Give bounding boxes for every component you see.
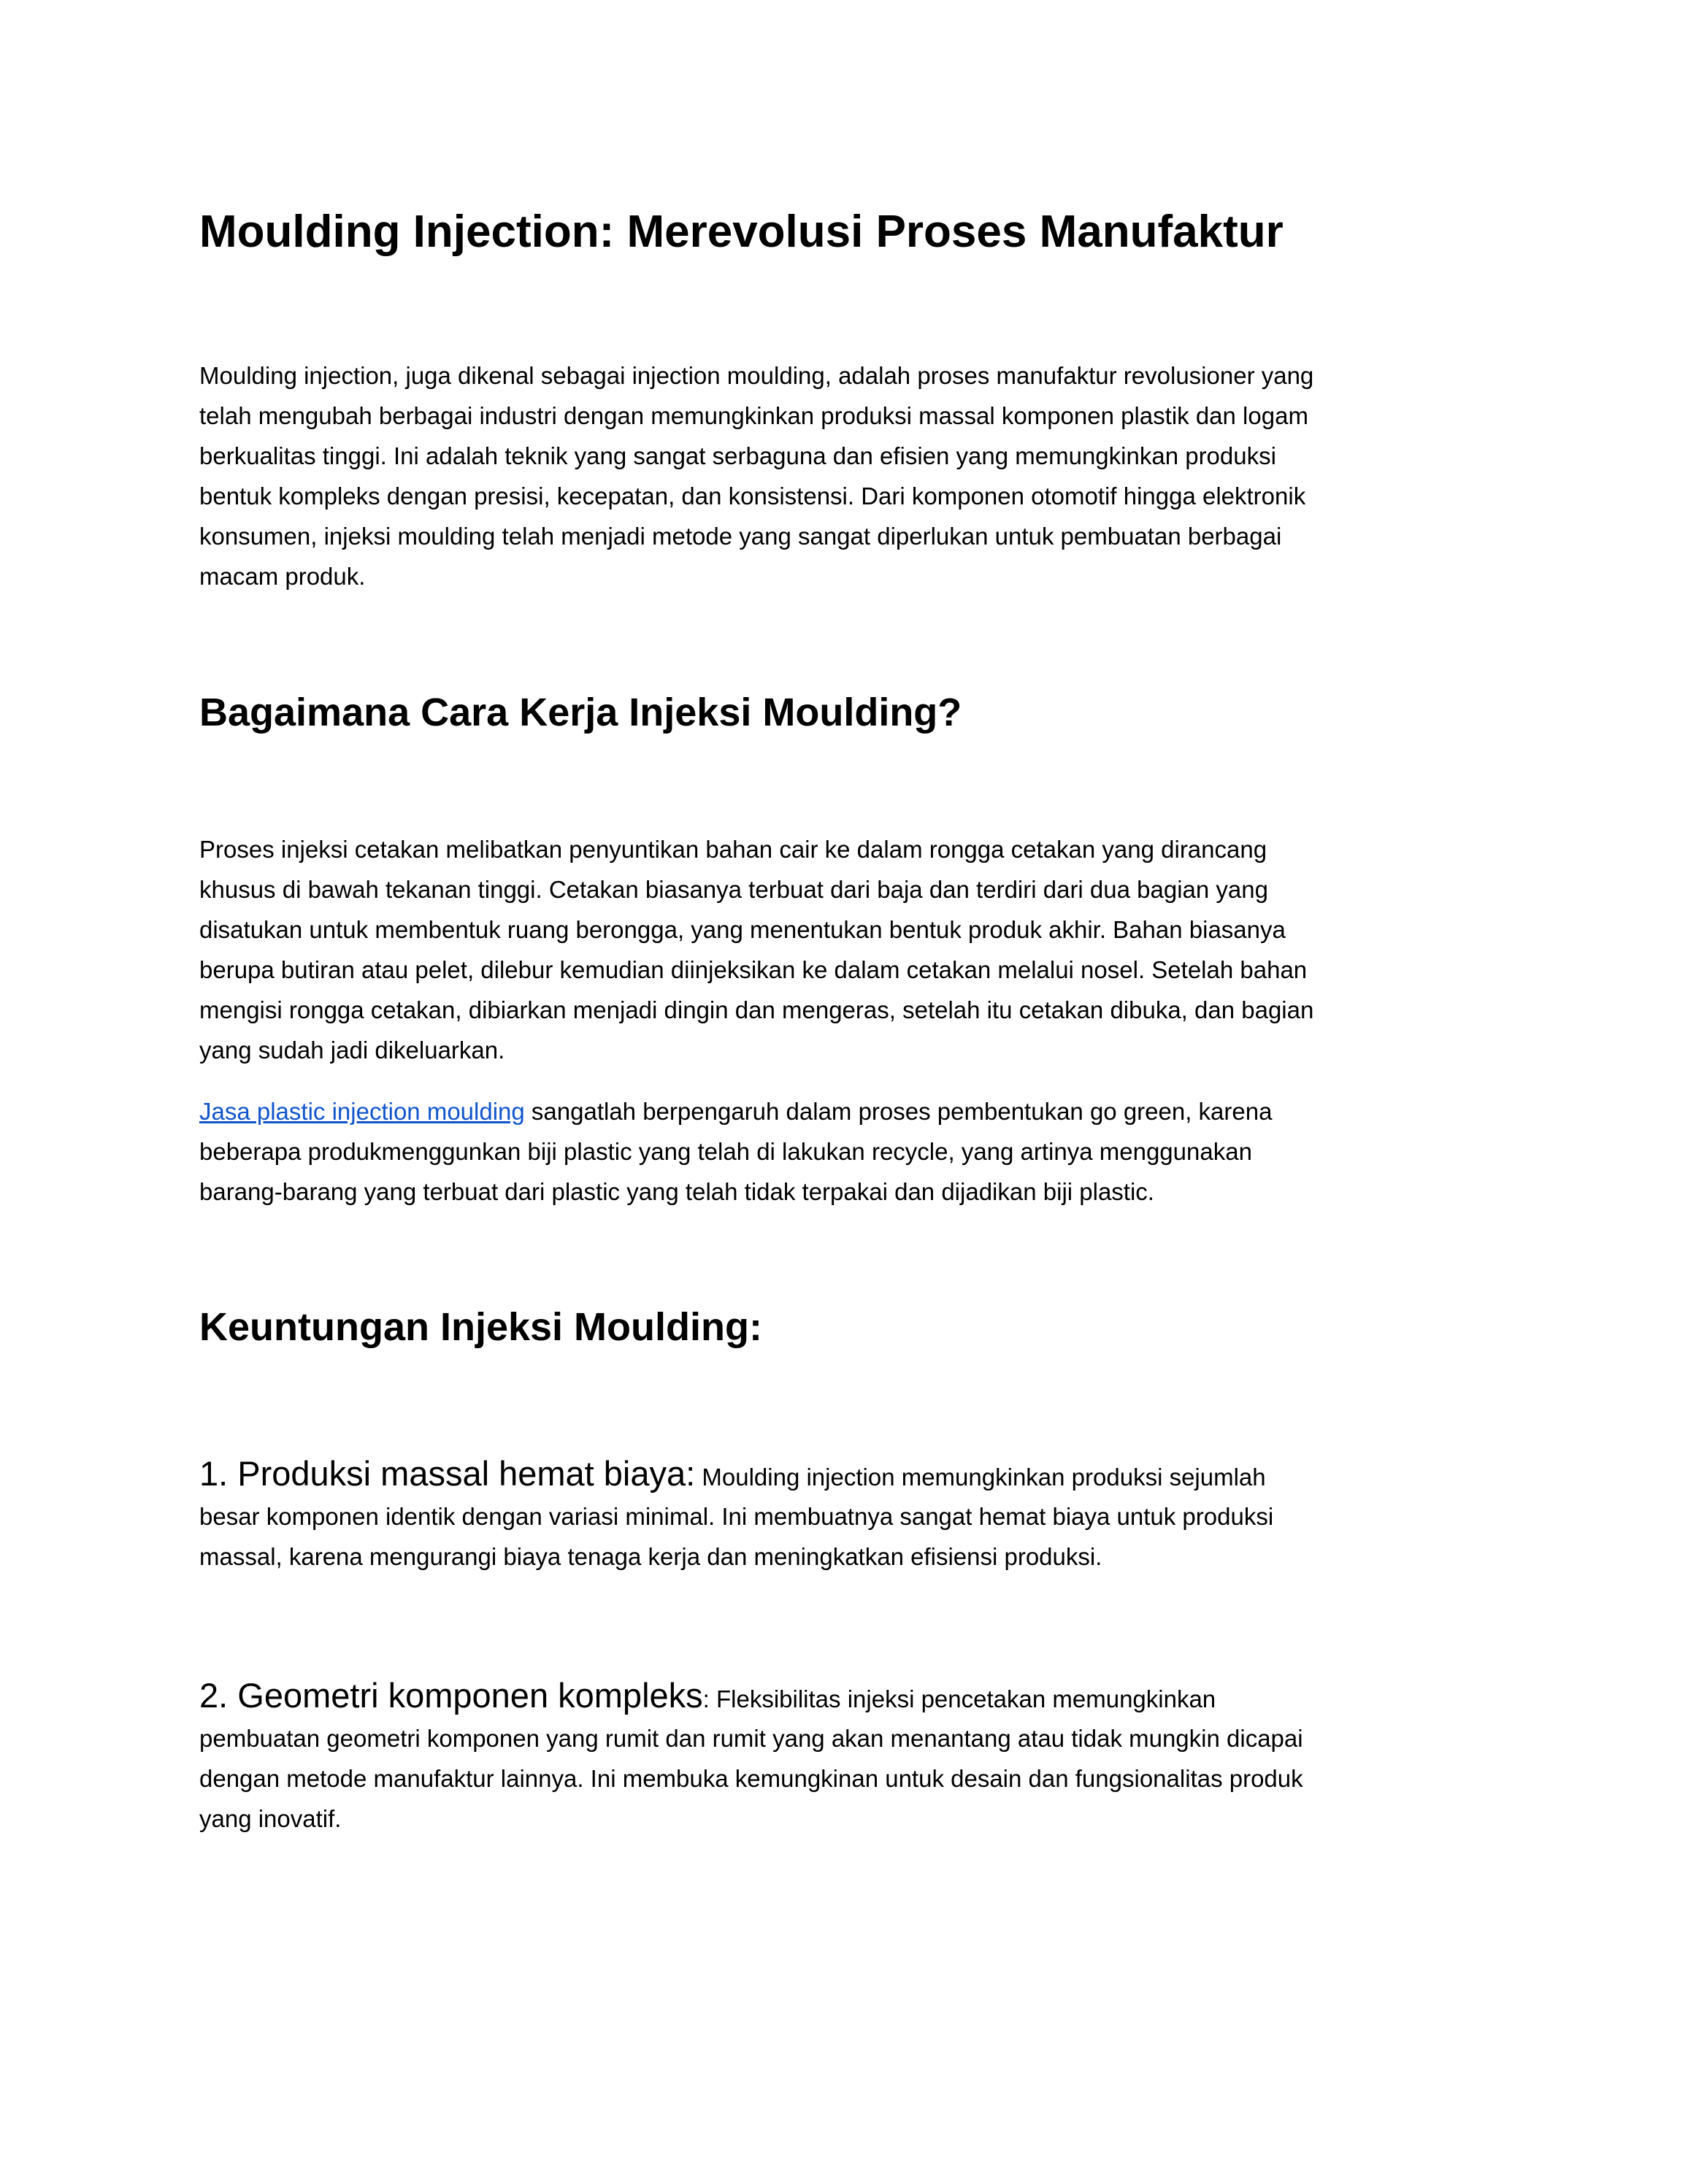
- advantage-item-1-body: [199, 1496, 1514, 1577]
- text-line: bentuk kompleks dengan presisi, kecepatan, dan konsistensi. Dari komponen otomotif hingga elektronik: [199, 482, 1306, 510]
- intro-paragraph: [199, 355, 1514, 596]
- section-heading-how-it-works: Bagaimana Cara Kerja Injeksi Moulding?: [199, 691, 962, 734]
- text-line: macam produk.: [199, 563, 366, 590]
- advantage-item-1-title: 1. Produksi massal hemat biaya:: [199, 1454, 696, 1493]
- text-line: barang-barang yang terbuat dari plastic yang telah tidak terpakai dan dijadikan biji plastic.: [199, 1178, 1154, 1205]
- text-line: pembuatan geometri komponen yang rumit dan rumit yang akan menantang atau tidak mungkin dicapai: [199, 1725, 1303, 1752]
- advantage-item-2-body: [199, 1718, 1514, 1839]
- section-heading-advantages: Keuntungan Injeksi Moulding:: [199, 1305, 762, 1349]
- text-line: disatukan untuk membentuk ruang berongga, yang menentukan bentuk produk akhir. Bahan biasanya: [199, 916, 1286, 943]
- text-line: mengisi rongga cetakan, dibiarkan menjadi dingin dan mengeras, setelah itu cetakan dibuka, dan bagian: [199, 996, 1314, 1023]
- text-line: besar komponen identik dengan variasi minimal. Ini membuatnya sangat hemat biaya untuk produksi: [199, 1503, 1274, 1530]
- advantage-item-1: [199, 1451, 1514, 1577]
- advantage-item-1-first-line: [199, 1451, 1514, 1496]
- text-line: yang inovatif.: [199, 1805, 342, 1832]
- advantage-item-2-title: 2. Geometri komponen kompleks: [199, 1676, 703, 1715]
- advantage-item-2-first-line: [199, 1673, 1514, 1718]
- text-line: dengan metode manufaktur lainnya. Ini membuka kemungkinan untuk desain dan fungsionalitas produk: [199, 1765, 1303, 1792]
- link-paragraph-line: [199, 1091, 1514, 1131]
- advantage-item-2-text: : Fleksibilitas injeksi pencetakan memungkinkan: [702, 1685, 1216, 1712]
- advantage-item-1-text: Moulding injection memungkinkan produksi sejumlah: [695, 1464, 1266, 1491]
- link-paragraph-rest: [199, 1131, 1514, 1212]
- text-line: yang sudah jadi dikeluarkan.: [199, 1037, 505, 1064]
- text-line: Proses injeksi cetakan melibatkan penyuntikan bahan cair ke dalam rongga cetakan yang dirancang: [199, 836, 1267, 863]
- text-line: massal, karena mengurangi biaya tenaga kerja dan meningkatkan efisiensi produksi.: [199, 1543, 1102, 1570]
- link-paragraph: [199, 1091, 1514, 1212]
- page-title: Moulding Injection: Merevolusi Proses Manufaktur: [199, 207, 1284, 257]
- text-line: konsumen, injeksi moulding telah menjadi metode yang sangat diperlukan untuk pembuatan berbagai: [199, 523, 1282, 550]
- process-paragraph: [199, 829, 1514, 1070]
- link-paragraph-text: sangatlah berpengaruh dalam proses pembentukan go green, karena: [524, 1098, 1273, 1125]
- text-line: telah mengubah berbagai industri dengan memungkinkan produksi massal komponen plastik dan logam: [199, 402, 1308, 429]
- text-line: khusus di bawah tekanan tinggi. Cetakan biasanya terbuat dari baja dan terdiri dari dua bagian yang: [199, 876, 1268, 903]
- text-line: beberapa produkmenggunkan biji plastic yang telah di lakukan recycle, yang artinya menggunakan: [199, 1138, 1252, 1165]
- text-line: Moulding injection, juga dikenal sebagai injection moulding, adalah proses manufaktur revolusioner yang: [199, 362, 1314, 389]
- text-line: berkualitas tinggi. Ini adalah teknik yang sangat serbaguna dan efisien yang memungkinkan produksi: [199, 442, 1276, 469]
- advantage-item-2: [199, 1673, 1514, 1839]
- text-line: berupa butiran atau pelet, dilebur kemudian diinjeksikan ke dalam cetakan melalui nosel. Setelah bahan: [199, 956, 1308, 983]
- plastic-injection-link[interactable]: Jasa plastic injection moulding: [199, 1098, 525, 1125]
